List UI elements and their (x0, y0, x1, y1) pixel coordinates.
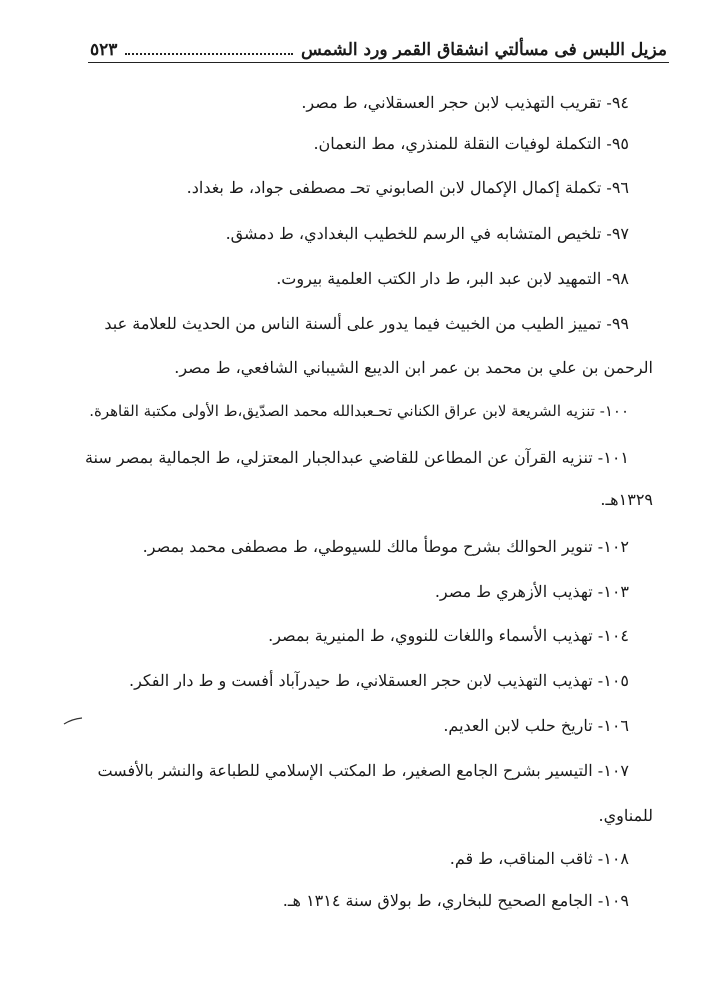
running-header (90, 30, 667, 60)
list-item: ٩٦- تكملة إكمال الإكمال لابن الصابوني تحـ مصطفى جواد، ط بغداد. (186, 178, 629, 197)
list-item-continuation: للمناوي. (598, 806, 653, 825)
list-item: ١٠٩- الجامع الصحيح للبخاري، ط بولاق سنة ١٣١٤ هـ. (282, 891, 629, 910)
list-item: ١٠٠- تنزيه الشريعة لابن عراق الكناني تحـعبدالله محمد الصدّيق،ط الأولى مكتبة القاهرة. (89, 402, 629, 420)
list-item: ٩٤- تقريب التهذيب لابن حجر العسقلاني، ط مصر. (301, 93, 629, 112)
list-item: ١٠٦- تاريخ حلب لابن العديم. (443, 716, 629, 735)
list-item: ٩٥- التكملة لوفيات النقلة للمنذري، مط النعمان. (313, 134, 629, 153)
list-item: ١٠٨- ثاقب المناقب، ط قم. (449, 849, 629, 868)
list-item: ٩٩- تمييز الطيب من الخبيث فيما يدور على ألسنة الناس من الحديث للعلامة عبد (104, 314, 629, 333)
list-item: ١٠٥- تهذيب التهذيب لابن حجر العسقلاني، ط حيدرآباد أفست و ط دار الفكر. (128, 671, 629, 690)
list-item: ١٠٢- تنوير الحوالك بشرح موطأ مالك للسيوطي، ط مصطفى محمد بمصر. (142, 537, 629, 556)
margin-pen-mark (62, 716, 84, 726)
list-item: ١٠٤- تهذيب الأسماء واللغات للنووي، ط المنيرية بمصر. (268, 626, 629, 645)
header-title: مزيل اللبس فى مسألتي انشقاق القمر ورد الشمس (301, 40, 667, 60)
list-item: ١٠٧- التيسير بشرح الجامع الصغير، ط المكتب الإسلامي للطباعة والنشر بالأفست (97, 761, 629, 780)
list-item: ٩٧- تلخيص المتشابه في الرسم للخطيب البغدادي، ط دمشق. (225, 224, 629, 243)
header-rule (88, 62, 669, 63)
page-number: ٥٢٣ (90, 40, 118, 60)
list-item: ١٠١- تنزيه القرآن عن المطاعن للقاضي عبدالجبار المعتزلي، ط الجمالية بمصر سنة (84, 448, 629, 467)
list-item-continuation: ١٣٢٩هـ. (600, 490, 653, 509)
header-leader-dots (125, 53, 293, 55)
list-item: ١٠٣- تهذيب الأزهري ط مصر. (434, 582, 629, 601)
list-item: ٩٨- التمهيد لابن عبد البر، ط دار الكتب العلمية بيروت. (276, 269, 629, 288)
list-item-continuation: الرحمن بن علي بن محمد بن عمر ابن الديبع الشيباني الشافعي، ط مصر. (174, 358, 653, 377)
